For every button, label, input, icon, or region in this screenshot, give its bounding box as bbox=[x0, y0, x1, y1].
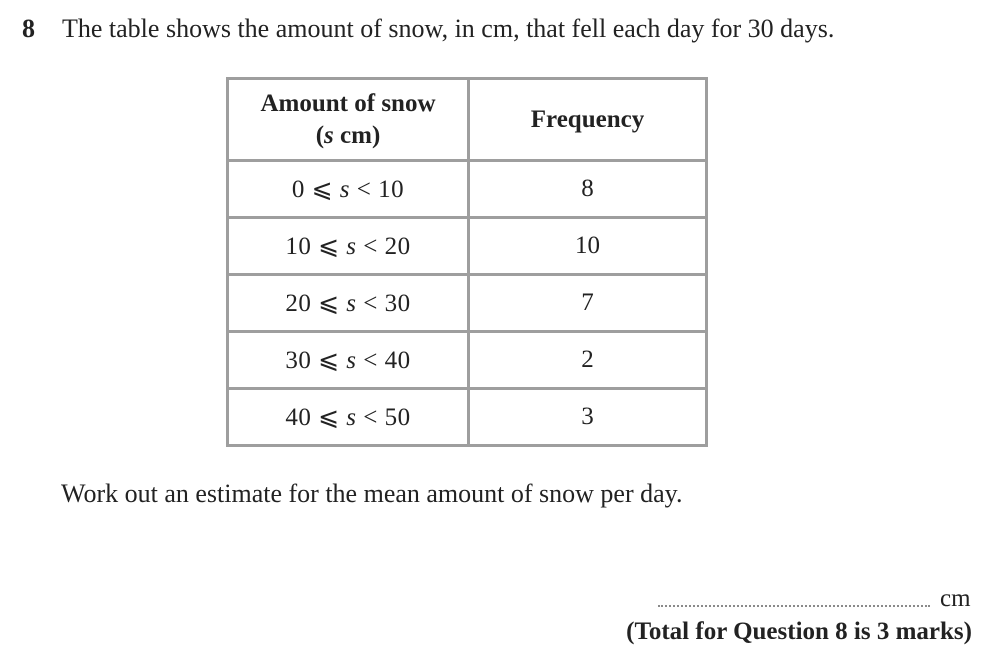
frequency-cell: 7 bbox=[469, 275, 707, 332]
header-frequency: Frequency bbox=[469, 79, 707, 161]
lt-symbol: < bbox=[363, 347, 378, 374]
interval-lower: 30 bbox=[285, 347, 312, 374]
le-symbol: ⩽ bbox=[311, 176, 334, 203]
total-marks: (Total for Question 8 is 3 marks) bbox=[626, 618, 972, 645]
answer-unit: cm bbox=[940, 585, 971, 612]
interval-variable: s bbox=[346, 290, 357, 317]
table-row bbox=[228, 161, 707, 218]
table-row bbox=[228, 332, 707, 389]
interval-upper: 40 bbox=[384, 347, 411, 374]
interval-lower: 20 bbox=[285, 290, 312, 317]
question-instruction: Work out an estimate for the mean amount of snow per day. bbox=[61, 479, 683, 508]
interval-upper: 20 bbox=[384, 233, 411, 260]
lt-symbol: < bbox=[363, 404, 378, 431]
answer-line[interactable] bbox=[658, 605, 930, 607]
interval-variable: s bbox=[346, 404, 357, 431]
question-stem: The table shows the amount of snow, in cm, that fell each day for 30 days. bbox=[62, 14, 835, 43]
header-amount-variable: s bbox=[324, 121, 334, 149]
class-interval-cell bbox=[228, 161, 469, 218]
frequency-cell: 3 bbox=[469, 389, 707, 446]
interval-upper: 30 bbox=[384, 290, 411, 317]
interval-lower: 40 bbox=[285, 404, 312, 431]
class-interval-cell bbox=[228, 332, 469, 389]
lt-symbol: < bbox=[363, 233, 378, 260]
interval-upper: 10 bbox=[378, 176, 405, 203]
snow-frequency-table bbox=[226, 77, 708, 447]
interval-upper: 50 bbox=[384, 404, 411, 431]
header-amount-of-snow bbox=[228, 79, 469, 161]
interval-lower: 10 bbox=[285, 233, 312, 260]
lt-symbol: < bbox=[363, 290, 378, 317]
table-row bbox=[228, 218, 707, 275]
class-interval-cell bbox=[228, 275, 469, 332]
interval-variable: s bbox=[346, 347, 357, 374]
le-symbol: ⩽ bbox=[318, 233, 340, 260]
frequency-cell: 2 bbox=[469, 332, 707, 389]
table-header-row bbox=[228, 79, 707, 161]
class-interval-cell bbox=[228, 218, 469, 275]
interval-variable: s bbox=[339, 176, 351, 203]
lt-symbol: < bbox=[356, 176, 372, 203]
class-interval-cell bbox=[228, 389, 469, 446]
interval-variable: s bbox=[346, 233, 357, 260]
le-symbol: ⩽ bbox=[318, 404, 340, 431]
table-row bbox=[228, 275, 707, 332]
frequency-cell: 10 bbox=[469, 218, 707, 275]
table-row bbox=[228, 389, 707, 446]
le-symbol: ⩽ bbox=[318, 347, 340, 374]
header-amount-line1: Amount of snow bbox=[260, 89, 436, 117]
header-amount-open: ( bbox=[315, 121, 325, 149]
header-amount-unit: cm) bbox=[333, 121, 381, 149]
le-symbol: ⩽ bbox=[318, 290, 340, 317]
question-number: 8 bbox=[22, 14, 35, 43]
frequency-cell: 8 bbox=[469, 161, 707, 218]
interval-lower: 0 bbox=[291, 176, 305, 203]
